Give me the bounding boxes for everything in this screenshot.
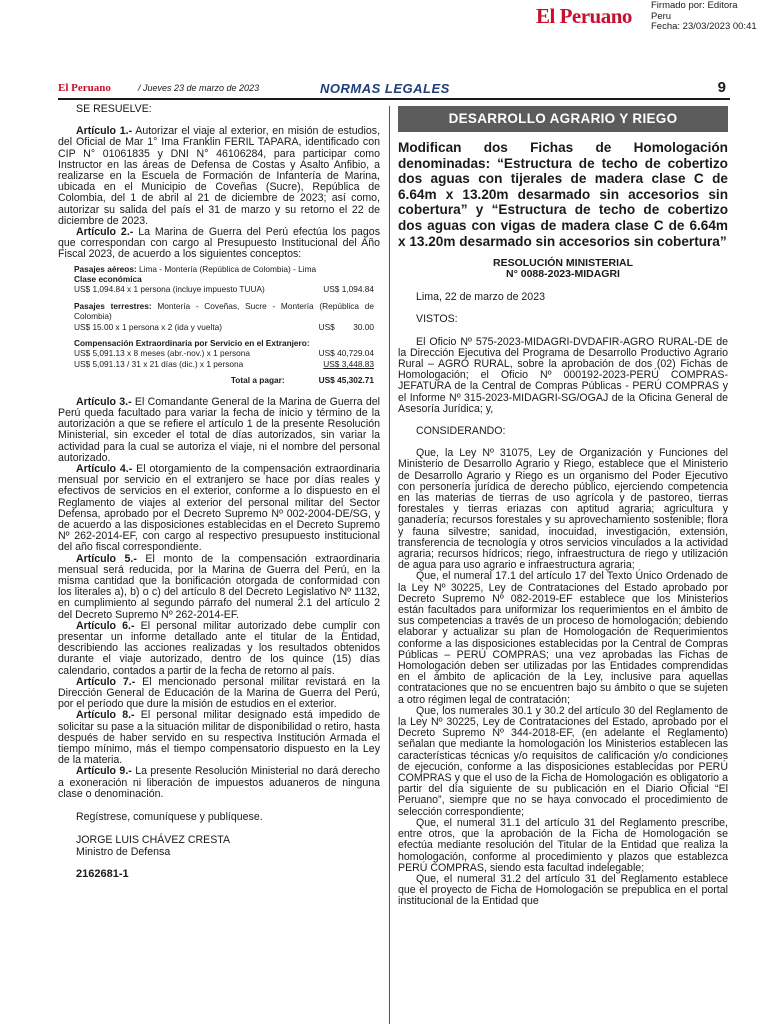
expense-row: US$ 1,094.84 x 1 persona (incluye impuesto TUUA) US$ 1,094.84 bbox=[74, 284, 374, 295]
article-2 bbox=[58, 227, 380, 261]
article-3: Artículo 3.- El Comandante General de la Marina de Guerra del Perú queda facultado para variar la fecha de inicio y término de la autorización a que se refiere el artículo 1 de la presente Resolución Ministerial, sin exceder el total de días autorizados, sin variar la actividad para la cual se autoriza el viaje, ni el nombre del personal autorizado. bbox=[58, 395, 380, 464]
recital-paragraph: Que, el numeral 31.2 del artículo 31 del Reglamento establece que el proyecto de Ficha de Homologación se prepublica en el portal institucional de la Entidad que bbox=[398, 872, 728, 908]
resolution-heading bbox=[398, 258, 728, 280]
article-5: Artículo 5.- El monto de la compensación extraordinaria mensual será reducida, por la Marina de Guerra del Perú, en la misma cantidad que la bonificación otorgada de conformidad con los literales a), b) o c) del artículo 8 del Decreto Legislativo Nº 1132, en cumplimiento al segundo párrafo del numeral 2.1 del artículo 2 del Decreto Supremo Nº 262-2014-EF. bbox=[58, 552, 380, 621]
article-label: Artículo 2.- bbox=[76, 226, 134, 239]
resolution-number: N° 0088-2023-MIDAGRI bbox=[506, 268, 620, 281]
reference-number: 2162681-1 bbox=[76, 868, 129, 881]
recital-paragraph: Que, el numeral 31.1 del artículo 31 del Reglamento prescribe, entre otros, que la aprobación de la Ficha de Homologación se efectúa mediante resolución del Titular de la Entidad que realiza la homologación, conforme al procedimiento y plazos que establezca PERÚ COMPRAS, siendo esta facultad indelegable; bbox=[398, 816, 728, 874]
section-title: NORMAS LEGALES bbox=[320, 81, 450, 96]
closing-formula: Regístrese, comuníquese y publíquese. bbox=[76, 811, 263, 824]
article-text: La Marina de Guerra del Perú efectúa los pagos que correspondan con cargo al Presupuesto Institucional del Año Fiscal 2023, de acuerdo a los siguientes conceptos: bbox=[58, 226, 380, 261]
recital-paragraph: Que, los numerales 30.1 y 30.2 del artículo 30 del Reglamento de la Ley Nº 30225, Ley de Contrataciones del Estado, aprobado por el Decreto Supremo Nº 344-2018-EF, (en adelante el Reglamento) señalan que mediante la homologación los Ministerios establecen las características técnicas y/o requisitos de calificación y/o condiciones de ejecución, conforme a las disposiciones establecidas por PERÚ COMPRAS y que el uso de la Ficha de Homologación es obligatorio a partir del día siguiente de su publicación en el Diario Oficial “El Peruano”, siempre que no se haya convocado el procedimiento de selección correspondiente; bbox=[398, 704, 728, 818]
signature-text bbox=[651, 1, 757, 33]
recital-paragraph: Que, el numeral 17.1 del artículo 17 del Texto Único Ordenado de la Ley Nº 30225, Ley de Contrataciones del Estado aprobado por Decreto Supremo Nº 082-2019-EF establece que los Ministerios están facultados para uniformizar los requerimientos en el ámbito de sus competencias a través de un proceso de homologación; debiendo elaborar y actualizar su plan de Homologación de Requerimientos conforme a las disposiciones establecidas por la Central de Compras Públicas – PERÚ COMPRAS; una vez aprobadas las Fichas de Homologación deben ser utilizadas por las Entidades comprendidas en el ámbito de aplicación de la Ley, inclusive para aquellas contrataciones que no se encuentren bajo su ámbito o que se sujeten a otro régimen legal de contratación; bbox=[398, 570, 728, 706]
left-column bbox=[58, 104, 380, 880]
article-1 bbox=[58, 126, 380, 227]
article-4: Artículo 4.- El otorgamiento de la compensación extraordinaria mensual por servicio en el extranjero se hace por días reales y efectivos de servicios en el exterior, conforme a lo dispuesto en el Reglamento de viajes al exterior del personal militar del Sector Defensa, aprobado por el Decreto Supremo Nº 002-2004-DE/SG, y de acuerdo a las disposiciones establecidas en el Decreto Supremo Nº 262-2014-EF, con cargo al respectivo presupuesto institucional del año fiscal correspondiente. bbox=[58, 462, 381, 554]
header-logo: El Peruano bbox=[58, 82, 111, 94]
sector-banner: DESARROLLO AGRARIO Y RIEGO bbox=[398, 106, 728, 132]
air-fares-heading: Pasajes aéreos: Lima - Montería (República de Colombia) - Lima bbox=[74, 263, 317, 274]
recital-paragraph: Que, la Ley Nº 31075, Ley de Organización y Funciones del Ministerio de Desarrollo Agrario y Riego, establece que el Ministerio de Desarrollo Agrario y Riego es un organismo del Poder Ejecutivo con personería jurídica de derecho público, ejerciendo competencia en las materias de tierras de uso agrícola y de pastoreo, tierras forestales y tierras eriazas con aptitud agraria; agricultura y ganadería; recursos forestales y su aprovechamiento sostenible; flora y fauna silvestre; sanidad, inocuidad, investigación, extensión, transferencia de tecnología y otros servicios vinculados a la actividad agraria; recursos hídricos; riego, infraestructura de riego y utilización de agua para uso agrario e infraestructura agraria; bbox=[398, 447, 728, 572]
article-text: Autorizar el viaje al exterior, en misión de estudios, del Oficial de Mar 1° Ima Franklin FERIL TAPARA, identificado con CIP N° 01061835 y DNI N° 46106284, para participar como Instructor en las áreas de Defensa de Costas y Asalto Anfibio, a realizarse en la Escuela de Formación de Infantería de Marina, ubicada en el Municipio de Coveñas (Sucre), República de Colombia, del 1 de abril al 21 de diciembre de 2023; así como, autorizar su salida del país el 31 de marzo y su retorno el 22 de diciembre de 2023. bbox=[58, 125, 381, 227]
page-header bbox=[58, 78, 730, 100]
expense-row: US$ 5,091.13 / 31 x 21 días (dic.) x 1 persona US$ 3,448.83 bbox=[74, 358, 374, 369]
vistos-heading: VISTOS: bbox=[416, 313, 458, 326]
total-row: Total a pagar: US$ 45,302.71 bbox=[230, 375, 374, 386]
signature-line: Fecha: 23/03/2023 00:41 bbox=[651, 21, 757, 32]
article-label: Artículo 1.- bbox=[76, 125, 133, 138]
signature-line: Peru bbox=[651, 10, 672, 22]
resolve-heading: SE RESUELVE: bbox=[76, 103, 152, 115]
resolution-date: Lima, 22 de marzo de 2023 bbox=[416, 291, 545, 304]
norm-title: Modifican dos Fichas de Homologación denominadas: “Estructura de techo de cobertizo dos aguas con tijerales de madera clase C de 6.64m x 13.20m desarmado sin accesorios sin cobertura” y “Estructura de techo de cobertizo dos aguas con vigas de madera clase C de 6.64m x 13.20m desarmado sin accesorios sin cobertura” bbox=[398, 140, 728, 249]
fare-class: Clase económica bbox=[74, 274, 142, 285]
header-date: / Jueves 23 de marzo de 2023 bbox=[138, 83, 260, 93]
considerando-heading: CONSIDERANDO: bbox=[416, 424, 506, 437]
ground-fares-heading: Pasajes terrestres: Montería - Coveñas, Sucre - Montería (República de Colombia) bbox=[74, 300, 374, 322]
expense-row: US$ 15.00 x 1 persona x 2 (ida y vuelta) US$ 30.00 bbox=[74, 321, 374, 332]
signer-role: Ministro de Defensa bbox=[76, 846, 171, 859]
article-7: Artículo 7.- El mencionado personal militar revistará en la Dirección General de Educación de la Marina de Guerra del Perú, por el período que dure la misión de estudios en el exterior. bbox=[58, 675, 381, 711]
expense-breakdown bbox=[74, 264, 374, 386]
article-6: Artículo 6.- El personal militar autorizado debe cumplir con presentar un informe detallado ante el titular de la Entidad, describiendo las acciones realizadas y los resultados obtenidos durante el viaje autorizado, dentro de los quince (15) días calendario, contados a partir de la fecha de retorno al país. bbox=[58, 619, 380, 677]
article-8: Artículo 8.- El personal militar designado está impedido de solicitar su pase a la situación militar de disponibilidad o retiro, hasta después de haber servido en su respectiva Institución Armada el tiempo mínimo, más el tiempo compensatorio dispuesto en la Ley de la materia. bbox=[58, 709, 380, 767]
compensation-heading: Compensación Extraordinaria por Servicio en el Extranjero: bbox=[74, 338, 310, 349]
vistos-paragraph: El Oficio Nº 575-2023-MIDAGRI-DVDAFIR-AGRO RURAL-DE de la Dirección Ejecutiva del Programa de Desarrollo Productivo Agrario Rural – AGRO RURAL, sobre la aprobación de dos (02) Fichas de Homologación; el Oficio Nº 000192-2023-PERÚ COMPRAS-JEFATURA de la Central de Compras Públicas - PERÚ COMPRAS y el Informe Nº 315-2023-MIDAGRI-SG/OGAJ de la Oficina General de Asesoría Jurídica; y, bbox=[398, 335, 728, 415]
column-divider bbox=[389, 106, 390, 1024]
right-column bbox=[398, 106, 728, 908]
signer-name: JORGE LUIS CHÁVEZ CRESTA bbox=[76, 834, 231, 847]
page-number: 9 bbox=[717, 79, 726, 96]
signature-logo: El Peruano bbox=[536, 4, 632, 28]
article-9: Artículo 9.- La presente Resolución Ministerial no dará derecho a exoneración ni liberación de impuestos aduaneros de ninguna clase o denominación. bbox=[58, 765, 380, 800]
signature-line: Firmado por: Editora bbox=[651, 0, 738, 11]
resolution-label: RESOLUCIÓN MINISTERIAL bbox=[492, 257, 633, 270]
expense-row: US$ 5,091.13 x 8 meses (abr.-nov.) x 1 persona US$ 40,729.04 bbox=[74, 348, 374, 359]
